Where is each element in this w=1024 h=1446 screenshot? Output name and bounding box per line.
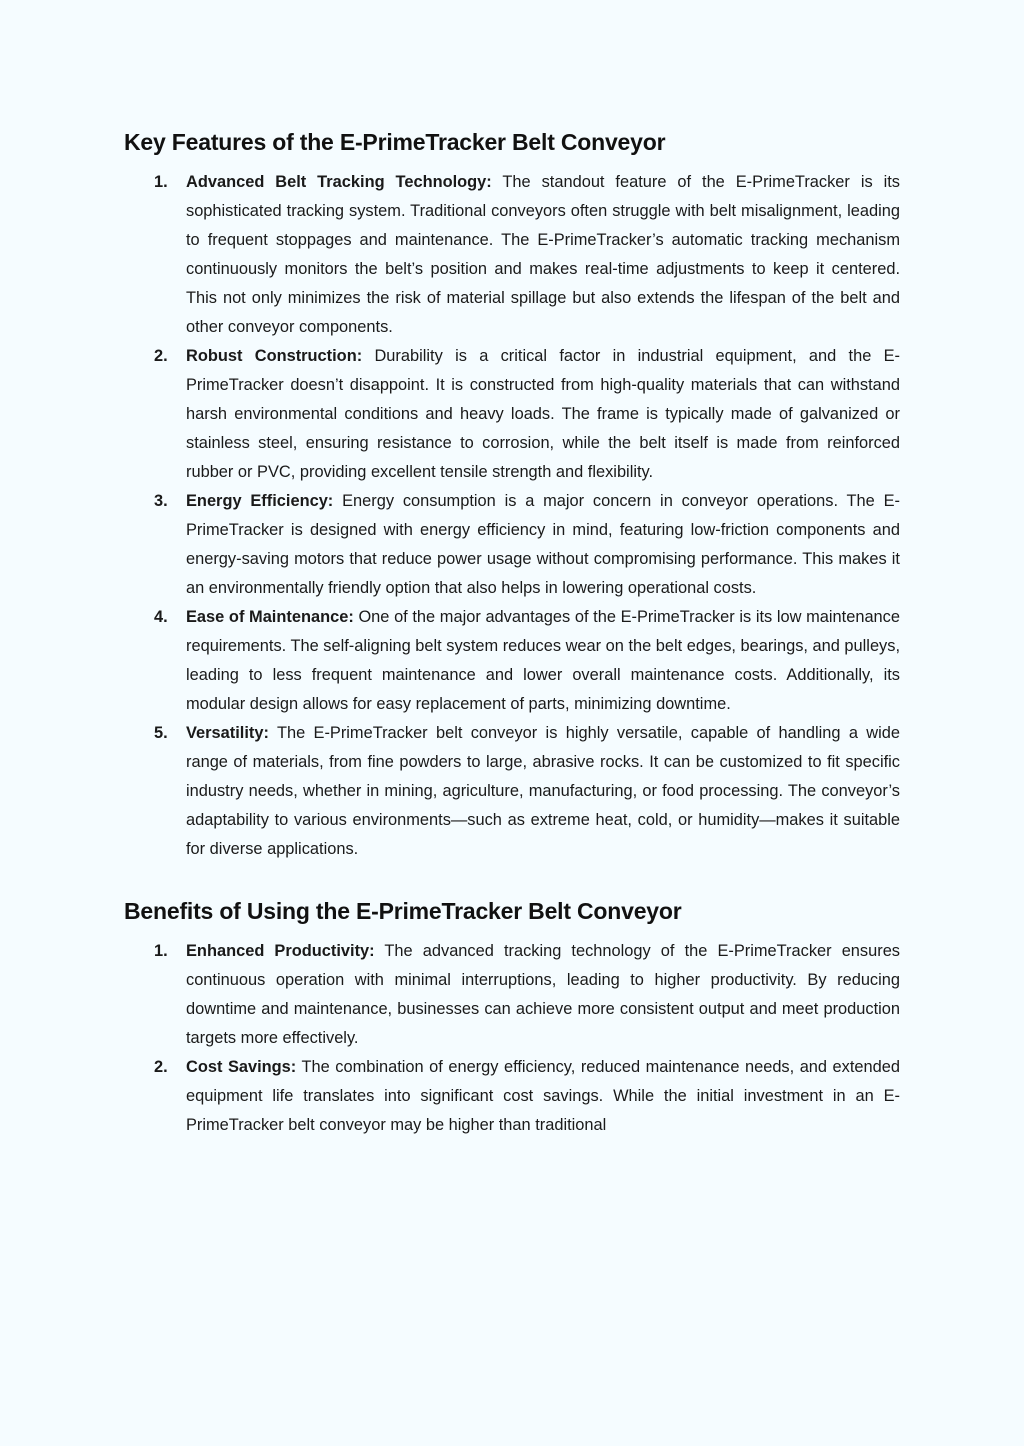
list-item-text: The E-PrimeTracker belt conveyor is highly versatile, capable of handling a wide range of materials, from fine powders to large, abrasive rocks. It can be customized to fit specific industry needs, whether in mining, agriculture, manufacturing, or food processing. The conveyor’s adaptability to various environments—such as extreme heat, cold, or humidity—makes it suitable for diverse applications. [186, 724, 900, 858]
list-item-term: Enhanced Productivity: [186, 942, 375, 960]
list-item-number: 2. [154, 347, 168, 365]
list-item [124, 603, 900, 719]
list-item-term: Robust Construction: [186, 347, 363, 365]
list-item-text: The standout feature of the E-PrimeTracker is its sophisticated tracking system. Traditional conveyors often struggle with belt misalignment, leading to frequent stoppages and maintenance. The E-PrimeTracker’s automatic tracking mechanism continuously monitors the belt’s position and makes real-time adjustments to keep it centered. This not only minimizes the risk of material spillage but also extends the lifespan of the belt and other conveyor components. [186, 173, 900, 336]
list-item-term: Versatility: [186, 724, 269, 742]
list-item-term: Cost Savings: [186, 1058, 297, 1076]
section-heading-key-features: Key Features of the E-PrimeTracker Belt Conveyor [124, 129, 666, 155]
list-item-term: Advanced Belt Tracking Technology: [186, 173, 492, 191]
section-heading-benefits: Benefits of Using the E-PrimeTracker Belt Conveyor [124, 898, 682, 924]
list-item-number: 1. [154, 173, 168, 191]
list-item-term: Energy Efficiency: [186, 492, 334, 510]
list-item [124, 168, 900, 342]
list-item-text: The advanced tracking technology of the E-PrimeTracker ensures continuous operation with minimal interruptions, leading to higher productivity. By reducing downtime and maintenance, businesses can achieve more consistent output and meet production targets more effectively. [186, 942, 901, 1047]
list-item-text: Durability is a critical factor in industrial equipment, and the E-PrimeTracker doesn’t disappoint. It is constructed from high-quality materials that can withstand harsh environmental conditions and heavy loads. The frame is typically made of galvanized or stainless steel, ensuring resistance to corrosion, while the belt itself is made from reinforced rubber or PVC, providing excellent tensile strength and flexibility. [186, 347, 901, 481]
list-item-number: 2. [154, 1058, 168, 1076]
list-item-text: The combination of energy efficiency, reduced maintenance needs, and extended equipment life translates into significant cost savings. While the initial investment in an E-PrimeTracker belt conveyor may be higher than traditional [186, 1058, 901, 1134]
list-item-text: Energy consumption is a major concern in conveyor operations. The E-PrimeTracker is designed with energy efficiency in mind, featuring low-friction components and energy-saving motors that reduce power usage without compromising performance. This makes it an environmentally friendly option that also helps in lowering operational costs. [186, 492, 900, 597]
key-features-list [124, 168, 900, 864]
list-item-number: 4. [154, 608, 168, 626]
list-item [124, 937, 900, 1053]
list-item-number: 1. [154, 942, 168, 960]
list-item-number: 5. [154, 724, 168, 742]
benefits-list [124, 937, 900, 1140]
list-item [124, 342, 900, 487]
list-item-term: Ease of Maintenance: [186, 608, 354, 626]
document-content [124, 122, 900, 1140]
list-item [124, 719, 900, 864]
list-item-number: 3. [154, 492, 168, 510]
list-item [124, 487, 900, 603]
list-item-text: One of the major advantages of the E-PrimeTracker is its low maintenance requirements. The self-aligning belt system reduces wear on the belt edges, bearings, and pulleys, leading to less frequent maintenance and lower overall maintenance costs. Additionally, its modular design allows for easy replacement of parts, minimizing downtime. [186, 608, 901, 713]
list-item [124, 1053, 900, 1140]
